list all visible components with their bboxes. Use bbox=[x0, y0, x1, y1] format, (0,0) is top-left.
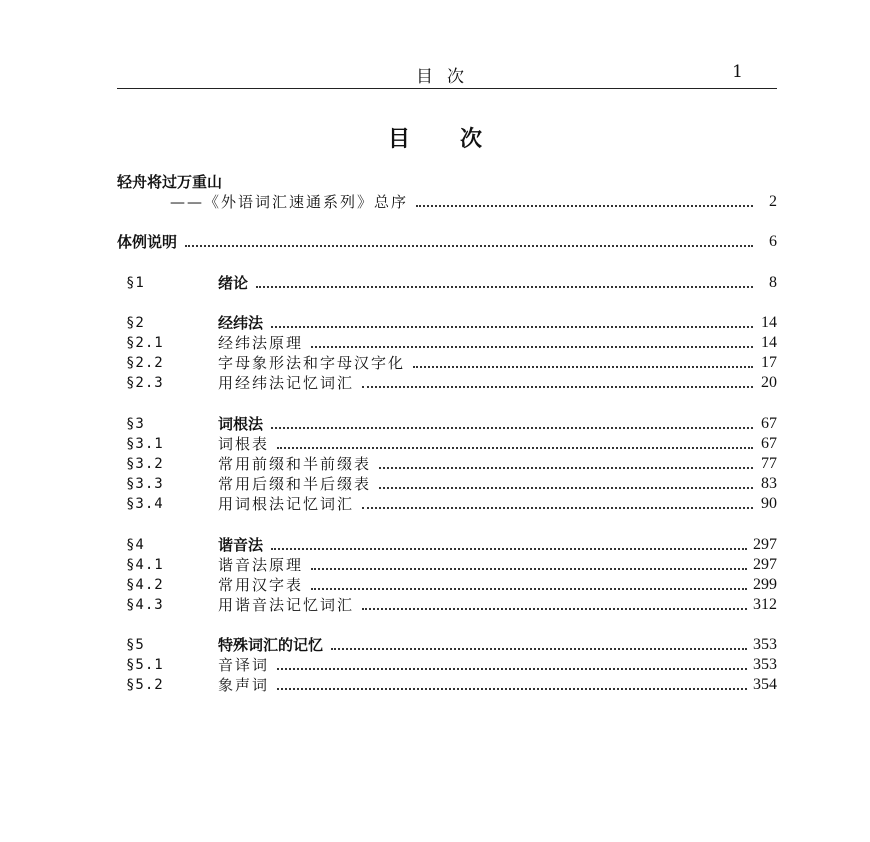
toc-section-3-4[interactable] bbox=[126, 494, 777, 514]
page-ref: 353 bbox=[753, 656, 777, 673]
page-ref: 20 bbox=[761, 374, 777, 391]
section-title: 用谐音法记忆词汇 bbox=[218, 596, 355, 614]
chapter-title: 谐音法 bbox=[218, 536, 264, 554]
dot-leader bbox=[185, 245, 753, 247]
section-number: §5 bbox=[126, 637, 145, 653]
section-number: §3.3 bbox=[126, 476, 164, 492]
dot-leader bbox=[379, 467, 753, 469]
section-number: §2.2 bbox=[126, 355, 164, 371]
page-ref: 90 bbox=[761, 495, 777, 512]
section-number: §2 bbox=[126, 315, 145, 331]
section-title: 字母象形法和字母汉字化 bbox=[218, 354, 406, 372]
page-ref: 6 bbox=[769, 233, 777, 250]
section-number: §2.3 bbox=[126, 375, 164, 391]
section-title: 用经纬法记忆词汇 bbox=[218, 374, 355, 392]
toc-chapter-4[interactable] bbox=[126, 535, 777, 555]
section-title: 常用汉字表 bbox=[218, 576, 304, 594]
toc-entry-preface[interactable] bbox=[170, 192, 777, 212]
section-number: §4.2 bbox=[126, 577, 164, 593]
section-number: §5.2 bbox=[126, 677, 164, 693]
dot-leader bbox=[413, 366, 753, 368]
section-number: §2.1 bbox=[126, 335, 164, 351]
dot-leader bbox=[277, 688, 747, 690]
toc-section-4-3[interactable] bbox=[126, 595, 777, 615]
section-title: 音译词 bbox=[218, 656, 270, 674]
dot-leader bbox=[271, 548, 747, 550]
section-number: §3.1 bbox=[126, 436, 164, 452]
dot-leader bbox=[271, 326, 753, 328]
toc-section-3-2[interactable] bbox=[126, 454, 777, 474]
dot-leader bbox=[379, 487, 753, 489]
page-ref: 354 bbox=[753, 676, 777, 693]
section-title: 谐音法原理 bbox=[218, 556, 304, 574]
toc-section-2-1[interactable] bbox=[126, 333, 777, 353]
dot-leader bbox=[311, 346, 753, 348]
section-number: §4 bbox=[126, 537, 145, 553]
toc-chapter-2[interactable] bbox=[126, 313, 777, 333]
chapter-title: 绪论 bbox=[218, 274, 249, 292]
dot-leader bbox=[331, 648, 747, 650]
page-ref: 67 bbox=[761, 415, 777, 432]
page-ref: 14 bbox=[761, 314, 777, 331]
toc-chapter-5[interactable] bbox=[126, 635, 777, 655]
page-number: 1 bbox=[732, 62, 743, 82]
dot-leader bbox=[362, 507, 753, 509]
page-ref: 17 bbox=[761, 354, 777, 371]
section-title: 用词根法记忆词汇 bbox=[218, 495, 355, 513]
page-ref: 67 bbox=[761, 435, 777, 452]
page-ref: 312 bbox=[753, 596, 777, 613]
toc-section-2-3[interactable] bbox=[126, 373, 777, 393]
dot-leader bbox=[416, 205, 753, 207]
section-number: §4.3 bbox=[126, 597, 164, 613]
page-ref: 353 bbox=[753, 636, 777, 653]
page-ref: 14 bbox=[761, 334, 777, 351]
dot-leader bbox=[256, 286, 753, 288]
dot-leader bbox=[277, 668, 747, 670]
toc-entry-usage-notes[interactable] bbox=[117, 232, 777, 252]
section-title: 常用后缀和半后缀表 bbox=[218, 475, 372, 493]
dot-leader bbox=[277, 447, 753, 449]
section-number: §5.1 bbox=[126, 657, 164, 673]
toc-chapter-3[interactable] bbox=[126, 414, 777, 434]
dot-leader bbox=[311, 568, 747, 570]
section-number: §3.4 bbox=[126, 496, 164, 512]
dot-leader bbox=[362, 608, 747, 610]
page-title: 目次 bbox=[387, 126, 532, 152]
page-ref: 299 bbox=[753, 576, 777, 593]
section-number: §3.2 bbox=[126, 456, 164, 472]
dot-leader bbox=[362, 386, 753, 388]
running-title: 目次 bbox=[416, 67, 478, 87]
toc-section-3-3[interactable] bbox=[126, 474, 777, 494]
page-ref: 297 bbox=[753, 536, 777, 553]
page-ref: 297 bbox=[753, 556, 777, 573]
toc-entry-preface-title[interactable] bbox=[117, 172, 777, 192]
toc-section-2-2[interactable] bbox=[126, 353, 777, 373]
section-number: §3 bbox=[126, 416, 145, 432]
chapter-title: 词根法 bbox=[218, 415, 264, 433]
toc-chapter-1[interactable] bbox=[126, 273, 777, 293]
chapter-title: 经纬法 bbox=[218, 314, 264, 332]
section-number: §4.1 bbox=[126, 557, 164, 573]
section-title: 象声词 bbox=[218, 676, 270, 694]
section-title: 经纬法原理 bbox=[218, 334, 304, 352]
section-title: 常用前缀和半前缀表 bbox=[218, 455, 372, 473]
toc-section-3-1[interactable] bbox=[126, 434, 777, 454]
usage-notes-label: 体例说明 bbox=[117, 233, 178, 251]
toc-section-4-2[interactable] bbox=[126, 575, 777, 595]
page-ref: 2 bbox=[769, 193, 777, 210]
toc-section-5-2[interactable] bbox=[126, 675, 777, 695]
dot-leader bbox=[311, 588, 747, 590]
section-title: 词根表 bbox=[218, 435, 270, 453]
toc-section-5-1[interactable] bbox=[126, 655, 777, 675]
page-ref: 8 bbox=[769, 274, 777, 291]
preface-subtitle: ——《外语词汇速通系列》总序 bbox=[170, 193, 409, 211]
chapter-title: 特殊词汇的记忆 bbox=[218, 636, 324, 654]
page-ref: 83 bbox=[761, 475, 777, 492]
section-number: §1 bbox=[126, 275, 145, 291]
dot-leader bbox=[271, 427, 753, 429]
page-ref: 77 bbox=[761, 455, 777, 472]
toc-section-4-1[interactable] bbox=[126, 555, 777, 575]
preface-title: 轻舟将过万重山 bbox=[117, 173, 223, 191]
